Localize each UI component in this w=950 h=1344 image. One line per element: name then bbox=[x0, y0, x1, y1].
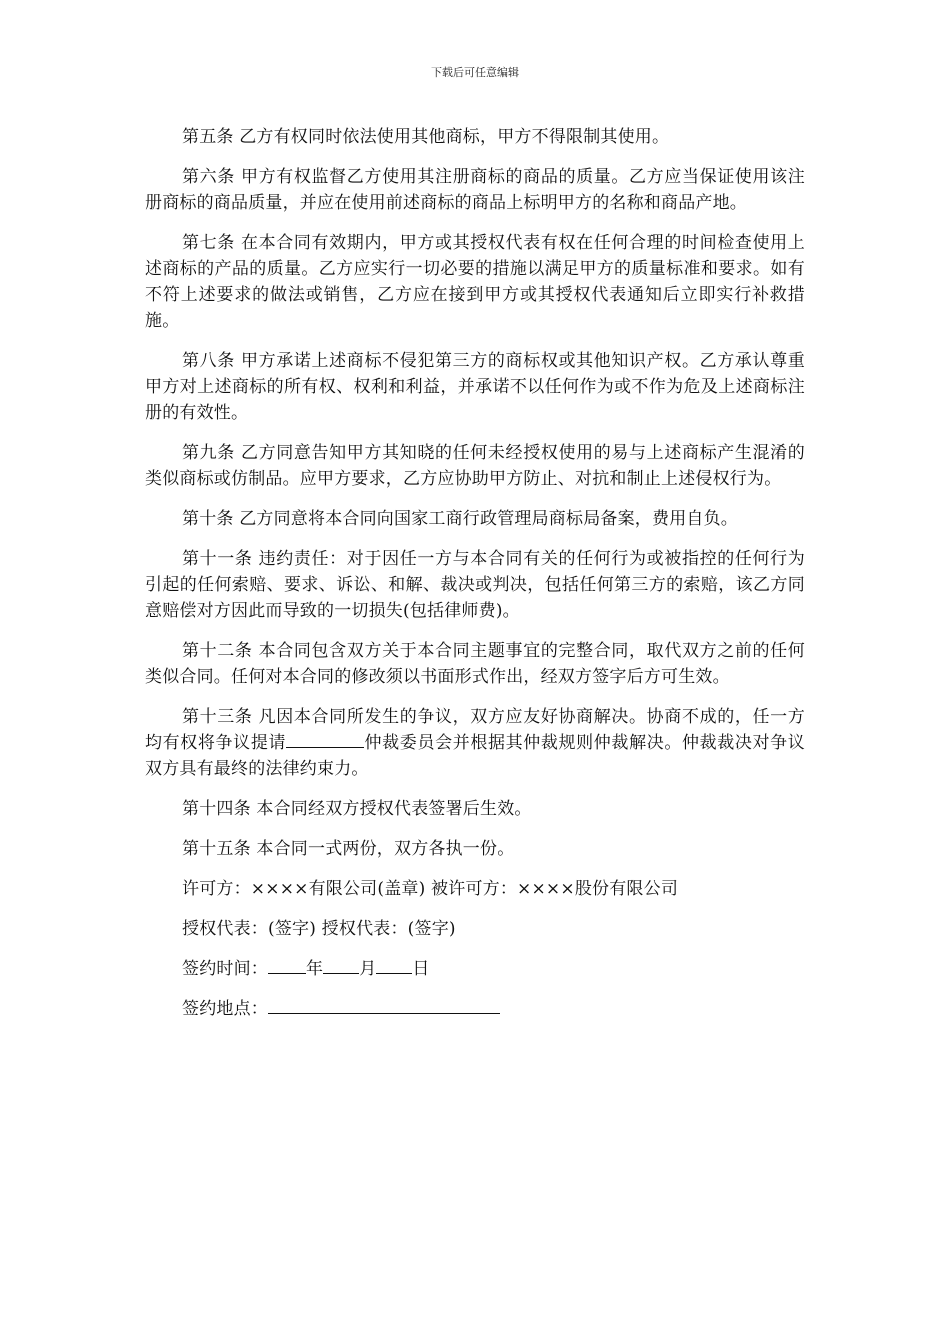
page-header: 下载后可任意编辑 bbox=[431, 66, 519, 79]
parties-line: 许可方：××××有限公司(盖章) 被许可方：××××股份有限公司 bbox=[182, 879, 679, 899]
month-label: 月 bbox=[359, 959, 377, 979]
day-label: 日 bbox=[412, 959, 430, 979]
signing-date-label: 签约时间： bbox=[182, 959, 268, 979]
month-blank[interactable] bbox=[323, 972, 359, 974]
article-9: 第九条 乙方同意告知甲方其知晓的任何未经授权使用的易与上述商标产生混淆的类似商标或仿制品。应甲方要求，乙方应协助甲方防止、对抗和制止上述侵权行为。 bbox=[145, 443, 805, 489]
article-13-text-before: 第十三条 凡因本合同所发生的争议，双方应友好协商解决。协商不成的，任一方均有权将争议提请 bbox=[145, 707, 805, 753]
signing-date-line bbox=[145, 956, 805, 982]
article-11: 第十一条 违约责任：对于因任一方与本合同有关的任何行为或被指控的任何行为引起的任何索赔、要求、诉讼、和解、裁决或判决，包括任何第三方的索赔，该乙方同意赔偿对方因此而导致的一切损失(包括律师费)。 bbox=[145, 549, 805, 621]
representatives-line: 授权代表：(签字) 授权代表：(签字) bbox=[182, 919, 456, 939]
article-12: 第十二条 本合同包含双方关于本合同主题事宜的完整合同，取代双方之前的任何类似合同。任何对本合同的修改须以书面形式作出，经双方签字后方可生效。 bbox=[145, 641, 805, 687]
article-15: 第十五条 本合同一式两份，双方各执一份。 bbox=[182, 839, 515, 859]
signing-place-line bbox=[145, 996, 805, 1022]
day-blank[interactable] bbox=[376, 972, 412, 974]
place-blank[interactable] bbox=[268, 1012, 500, 1014]
year-blank[interactable] bbox=[268, 972, 306, 974]
article-7: 第七条 在本合同有效期内，甲方或其授权代表有权在任何合理的时间检查使用上述商标的产品的质量。乙方应实行一切必要的措施以满足甲方的质量标准和要求。如有不符上述要求的做法或销售，乙方应在接到甲方或其授权代表通知后立即实行补救措施。 bbox=[145, 233, 805, 331]
year-label: 年 bbox=[306, 959, 324, 979]
article-13-text-after: 仲裁委员会并根据其仲裁规则仲裁解决。仲裁裁决对争议双方具有最终的法律约束力。 bbox=[145, 733, 805, 779]
article-8: 第八条 甲方承诺上述商标不侵犯第三方的商标权或其他知识产权。乙方承认尊重甲方对上述商标的所有权、权利和利益，并承诺不以任何作为或不作为危及上述商标注册的有效性。 bbox=[145, 351, 805, 423]
contract-body bbox=[145, 124, 805, 1036]
article-5: 第五条 乙方有权同时依法使用其他商标，甲方不得限制其使用。 bbox=[182, 127, 670, 147]
signing-place-label: 签约地点： bbox=[182, 999, 268, 1019]
article-6: 第六条 甲方有权监督乙方使用其注册商标的商品的质量。乙方应当保证使用该注册商标的商品质量，并应在使用前述商标的商品上标明甲方的名称和商品产地。 bbox=[145, 167, 805, 213]
arbitration-blank[interactable] bbox=[286, 746, 364, 748]
article-10: 第十条 乙方同意将本合同向国家工商行政管理局商标局备案，费用自负。 bbox=[182, 509, 739, 529]
article-13 bbox=[145, 704, 805, 782]
article-14: 第十四条 本合同经双方授权代表签署后生效。 bbox=[182, 799, 532, 819]
